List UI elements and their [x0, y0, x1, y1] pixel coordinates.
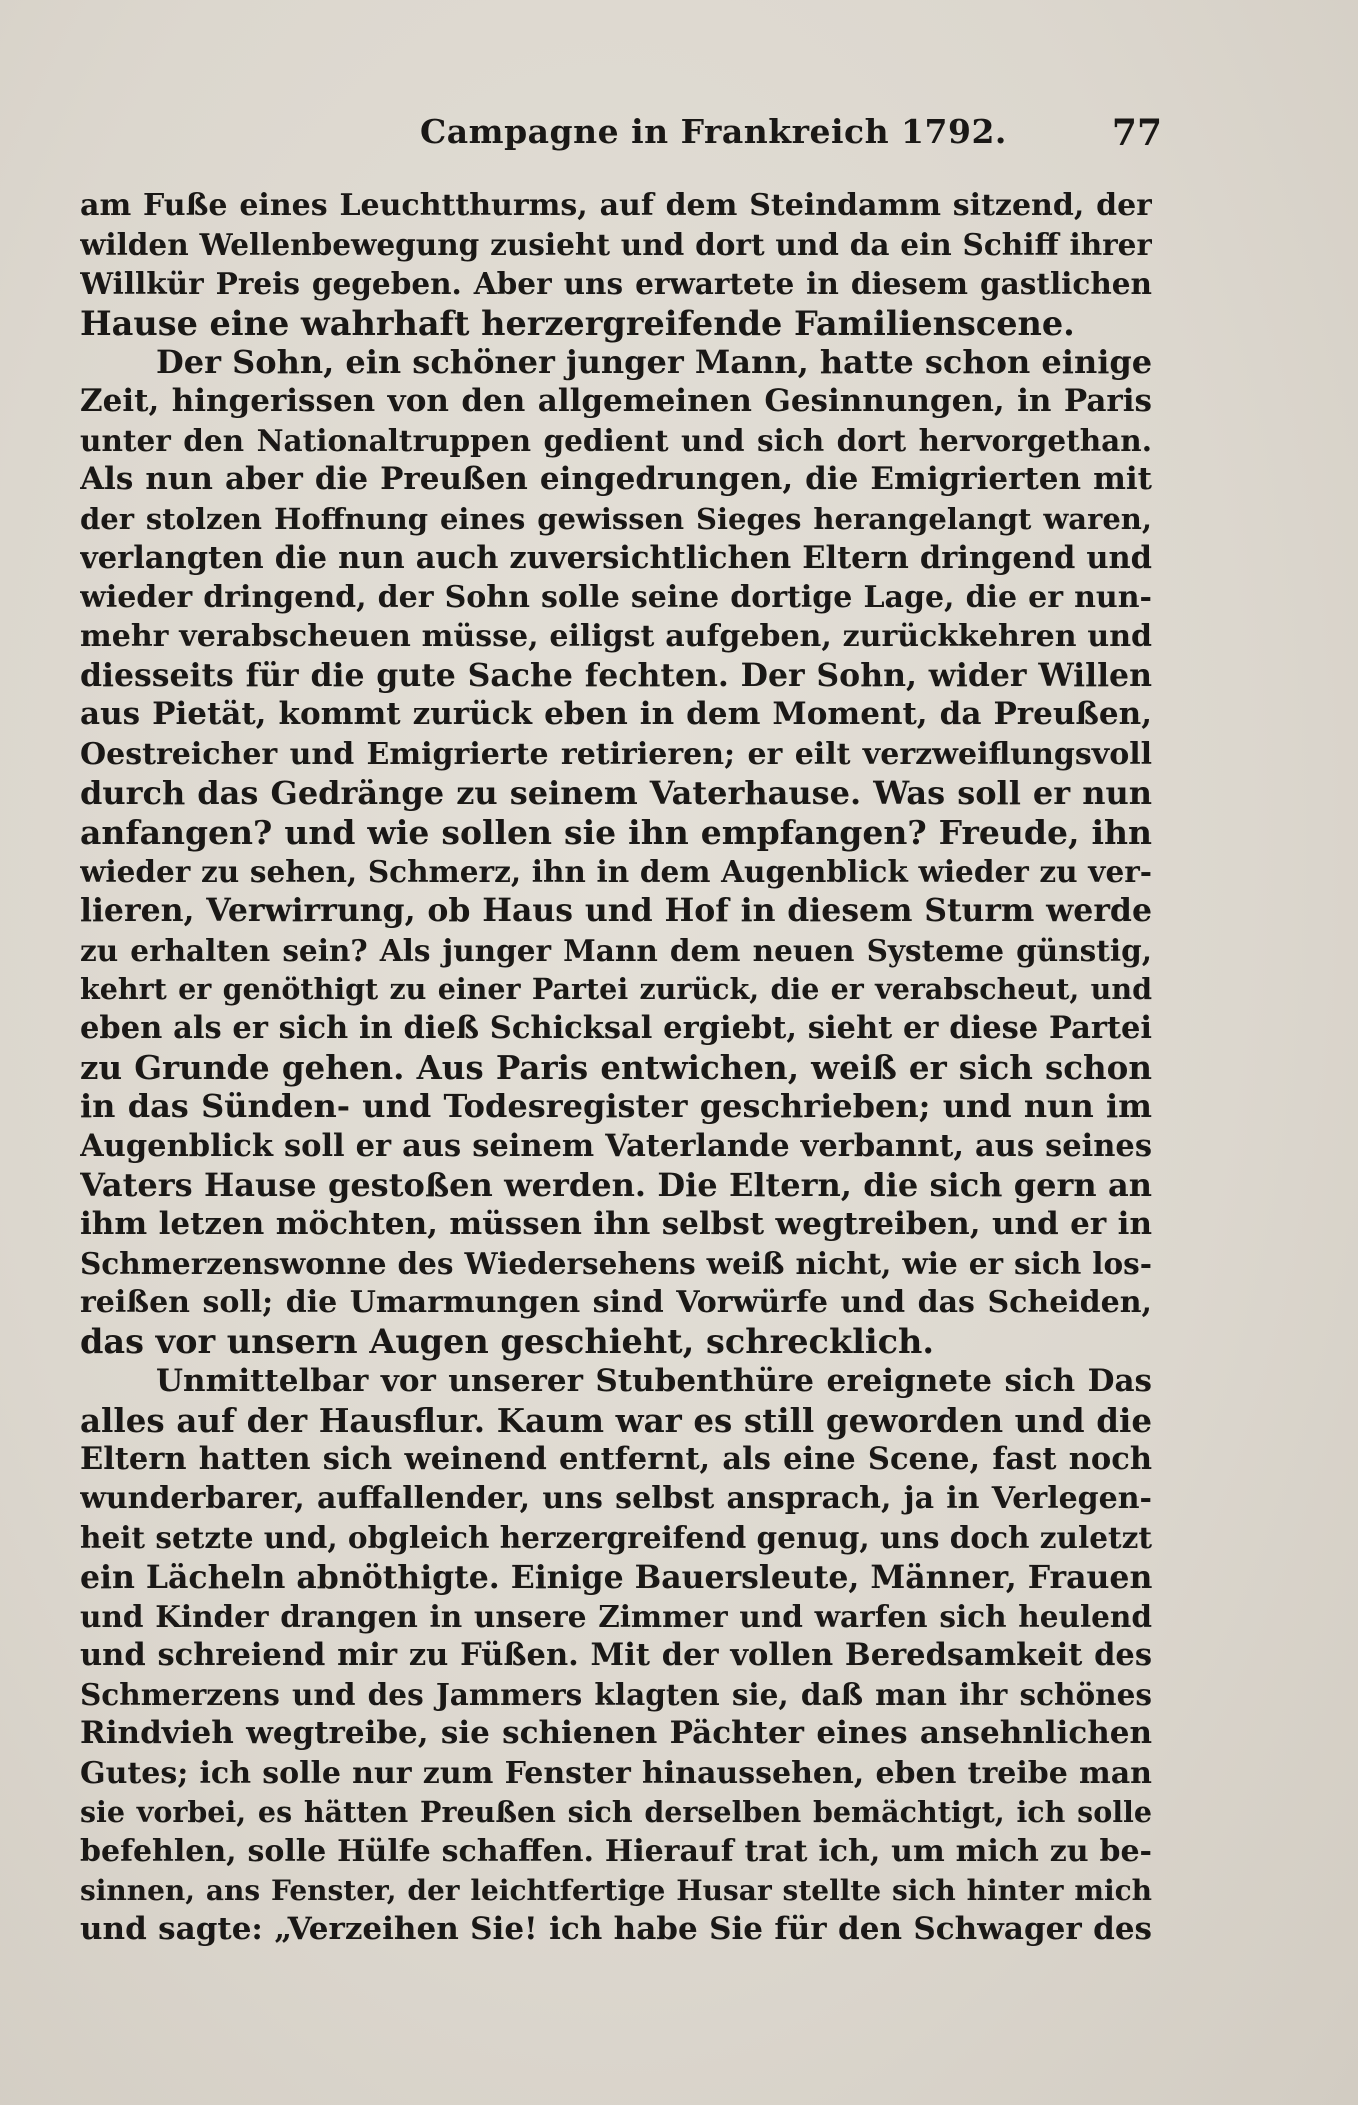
- text-line: durch das Gedränge zu seinem Vaterhause. Was soll er nun: [80, 773, 1152, 812]
- text-line: sie vorbei, es hätten Preußen sich derselben bemächtigt, ich solle: [80, 1794, 1152, 1829]
- text-line: Als nun aber die Preußen eingedrungen, die Emigrierten mit: [80, 461, 1152, 498]
- text-line: Der Sohn, ein schöner junger Mann, hatte schon einige: [156, 342, 1152, 381]
- text-line: mehr verabscheuen müsse, eiligst aufgeben, zurückkehren und: [80, 619, 1152, 655]
- text-line: Gutes; ich solle nur zum Fenster hinaussehen, eben treibe man: [80, 1755, 1152, 1791]
- text-line: sinnen, ans Fenster, der leichtfertige Husar stellte sich hinter mich: [80, 1874, 1152, 1908]
- text-line: und Kinder drangen in unsere Zimmer und warfen sich heulend: [80, 1598, 1152, 1634]
- text-line: in das Sünden- und Todesregister geschrieben; und nun im: [80, 1087, 1152, 1126]
- text-line: diesseits für die gute Sache fechten. Der Sohn, wider Willen: [80, 657, 1152, 695]
- text-line: das vor unsern Augen geschieht, schrecklich.: [80, 1322, 935, 1362]
- text-line: Unmittelbar vor unserer Stubenthüre ereignete sich Das: [156, 1362, 1152, 1399]
- text-line: anfangen? und wie sollen sie ihn empfangen? Freude, ihn: [80, 813, 1152, 852]
- text-line: ihm letzen möchten, müssen ihn selbst wegtreiben, und er in: [80, 1205, 1152, 1242]
- text-line: und sagte: „Verzeihen Sie! ich habe Sie für den Schwager des: [80, 1911, 1152, 1948]
- text-line: eben als er sich in dieß Schicksal ergiebt, sieht er diese Partei: [80, 1009, 1152, 1046]
- text-line: wilden Wellenbewegung zusieht und dort und da ein Schiff ihrer: [80, 227, 1152, 263]
- text-line: wieder dringend, der Sohn solle seine dortige Lage, die er nun-: [80, 579, 1152, 615]
- body-text: [80, 186, 1152, 1949]
- text-line: reißen soll; die Umarmungen sind Vorwürfe und das Scheiden,: [80, 1285, 1152, 1321]
- text-line: unter den Nationaltruppen gedient und sich dort hervorgethan.: [80, 423, 1152, 459]
- text-line: Vaters Hause gestoßen werden. Die Eltern, die sich gern an: [80, 1165, 1152, 1204]
- text-line: aus Pietät, kommt zurück eben in dem Moment, da Preußen,: [80, 696, 1152, 733]
- text-line: Schmerzens und des Jammers klagten sie, daß man ihr schönes: [80, 1677, 1152, 1713]
- page-number: 77: [1111, 112, 1162, 154]
- text-line: wunderbarer, auffallender, uns selbst ansprach, ja in Verlegen-: [80, 1481, 1152, 1517]
- text-line: ein Lächeln abnöthigte. Einige Bauersleute, Männer, Frauen: [80, 1558, 1152, 1596]
- text-line: heit setzte und, obgleich herzergreifend genug, uns doch zuletzt: [80, 1520, 1152, 1556]
- text-line: am Fuße eines Leuchtthurms, auf dem Steindamm sitzend, der: [80, 188, 1152, 223]
- text-line: verlangten die nun auch zuversichtlichen Eltern dringend und: [80, 539, 1152, 576]
- text-line: Oestreicher und Emigrierte retirieren; er eilt verzweiflungsvoll: [80, 736, 1152, 772]
- text-line: lieren, Verwirrung, ob Haus und Hof in diesem Sturm werde: [80, 892, 1152, 930]
- text-line: der stolzen Hoffnung eines gewissen Sieges herangelangt waren,: [80, 501, 1152, 536]
- text-line: befehlen, solle Hülfe schaffen. Hierauf trat ich, um mich zu be-: [80, 1833, 1152, 1869]
- text-line: Augenblick soll er aus seinem Vaterlande verbannt, aus seines: [80, 1127, 1152, 1164]
- text-line: zu Grunde gehen. Aus Paris entwichen, weiß er sich schon: [80, 1048, 1152, 1088]
- text-line: und schreiend mir zu Füßen. Mit der vollen Beredsamkeit des: [80, 1636, 1152, 1673]
- text-line: wieder zu sehen, Schmerz, ihn in dem Augenblick wieder zu ver-: [80, 854, 1152, 890]
- text-line: Hause eine wahrhaft herzergreifende Familienscene.: [80, 303, 1075, 343]
- running-head: Campagne in Frankreich 1792.: [420, 112, 1007, 151]
- text-line: Zeit, hingerissen von den allgemeinen Gesinnungen, in Paris: [80, 382, 1152, 419]
- text-line: Willkür Preis gegeben. Aber uns erwartete in diesem gastlichen: [80, 266, 1152, 302]
- text-line: Rindvieh wegtreibe, sie schienen Pächter eines ansehnlichen: [80, 1715, 1152, 1752]
- page-header: [0, 112, 1358, 160]
- text-line: Schmerzenswonne des Wiedersehens weiß nicht, wie er sich los-: [80, 1246, 1152, 1282]
- text-line: alles auf der Hausflur. Kaum war es still geworden und die: [80, 1400, 1152, 1440]
- text-line: kehrt er genöthigt zu einer Partei zurück, die er verabscheut, und: [80, 971, 1152, 1006]
- text-line: zu erhalten sein? Als junger Mann dem neuen Systeme günstig,: [80, 932, 1152, 968]
- text-line: Eltern hatten sich weinend entfernt, als eine Scene, fast noch: [80, 1441, 1152, 1477]
